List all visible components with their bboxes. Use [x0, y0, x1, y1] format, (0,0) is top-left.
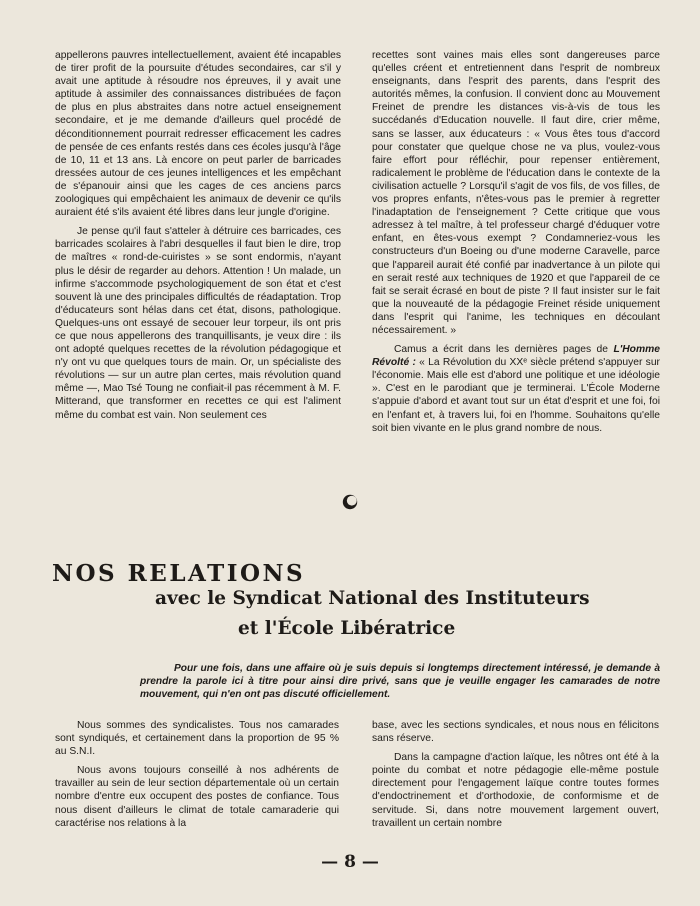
section-subtitle-line-2: et l'École Libératrice	[238, 618, 456, 639]
page-number: — 8 —	[321, 852, 379, 872]
top-left-column	[55, 49, 341, 422]
camus-rest: « La Révolution du XXᵉ siècle prétend s'appuyer sur l'économie. Mais elle est d'abord une politique et une idéologie ». C'est en le parodiant que je terminerai. L'École Moderne s'appuie d'abord et avant tout sur un état d'esprit et une foi, foi en l'enfant et, à travers lui, foi en l'homme. Souhaitons qu'elle soit bien vivante en le plus grand nombre de nous.	[372, 357, 660, 434]
paragraph: Nous avons toujours conseillé à nos adhérents de travailler au sein de leur section départementale où un certain nombre d'entre eux occupent des postes de confiance. Tous nous disent d'ailleurs le climat de totale camaraderie qui caractérise nos relations à la	[55, 765, 339, 829]
bottom-left-column	[55, 719, 339, 830]
paragraph: Nous sommes des syndicalistes. Tous nos camarades sont syndiqués, et certainement dans la proportion de 95 % au S.N.I.	[55, 720, 339, 758]
bottom-right-column	[372, 719, 659, 830]
crescent-ornament-icon	[341, 493, 359, 511]
camus-paragraph	[372, 343, 660, 435]
paragraph: base, avec les sections syndicales, et nous nous en félicitons sans réserve.	[372, 720, 659, 745]
camus-lead: Camus a écrit dans les dernières pages de	[394, 344, 614, 356]
section-title: NOS RELATIONS	[52, 560, 306, 587]
intro-paragraph: Pour une fois, dans une affaire où je suis depuis si longtemps directement intéressé, je demande à prendre la parole ici à titre pour ainsi dire privé, sans que je veuille engager les camarades de notre mouvement, qui n'en ont pas discuté officiellement.	[140, 663, 660, 700]
paragraph: appellerons pauvres intellectuellement, avaient été incapables de tirer profit de la poursuite d'études secondaires, car s'il y avait une aptitude à résoudre nos épreuves, il y avait une aptitude à assimiler des connaissances distribuées de façon de plus en plus abstraites dans notre actuel enseignement secondaire, et je me demande d'ailleurs quel procédé de déconditionnement pourrait redresser efficacement les cadres de pensée de ces enfants restés dans ces écoles jusqu'à l'âge de 10, 11 et 13 ans. Là encore on peut parler de barricades dressées autour de ces jeunes intelligences et les empêchant de s'épanouir ainsi que les cages de ces anciens parcs zoologiques qui empêchaient les animaux de devenir ce qu'ils auraient été s'ils avaient été libres dans leur jungle d'origine.	[55, 50, 341, 219]
top-right-column	[372, 49, 660, 435]
paragraph: recettes sont vaines mais elles sont dangereuses parce qu'elles créent et entretiennent dans l'esprit de nombreux enseignants, dans l'esprit des parents, dans l'esprit des autorités mêmes, la confusion. Il convient donc au Mouvement Freinet de prendre les distances vis-à-vis de tous les succédanés d'Education nouvelle. Il faut dire, crier même, sans se lasser, aux éducateurs : « Vous êtes tous d'accord pour constater que quelque chose ne va plus, voulez-vous faire effort pour réfléchir, pour repenser entièrement, radicalement le problème de l'éducation dans le contexte de la civilisation actuelle ? Lorsqu'il s'agit de vos fils, de vos filles, de vos propres enfants, n'êtes-vous pas le premier à regretter l'inadaptation de l'enseignement ? Cette critique que vous adressez à tel maître, à tel professeur chargé d'éduquer votre enfant, en êtes-vous exempt ? Condamneriez-vous les constructeurs d'un Boeing ou d'une moderne Caravelle, parce que l'appareil aurait été confié par inadvertance à un pilote qui en serait resté aux techniques de 1920 et que l'appareil de ce fait se serait écrasé en bout de piste ? Il faut insister sur le fait que la nouveauté de la pédagogie Freinet réside uniquement dans l'esprit qui l'anime, les techniques en découlant nécessairement. »	[372, 50, 660, 336]
book-title: L'Homme Révolté :	[372, 344, 660, 369]
section-subtitle-line-1: avec le Syndicat National des Instituteurs	[155, 588, 590, 609]
paragraph: Je pense qu'il faut s'atteler à détruire ces barricades, ces barricades scolaires à l'abri desquelles il faut bien le dire, trop de maîtres « rond-de-cuiristes » se sont endormis, n'ayant plus le désir de regarder au dehors. Attention ! Un malade, un infirme s'accommode psychologiquement de son état et c'est souvent là une des principales difficultés de réadaptation. Trop d'éducateurs sont hélas dans cet état, disons, pathologique. Quelques-uns ont essayé de secouer leur torpeur, ils ont pris ce que nous appellerons des tranquillisants, je veux dire : ils ont adopté quelques recettes de la révolution pédagogique et n'y ont vu que quelques tours de main. Or, un spécialiste des révolutions — sur un autre plan certes, mais révolution quand même —, Mao Tsé Toung ne confiait-il pas récemment à M. F. Mitterand, que transformer en recettes ce qui est l'aliment même du combat est vain. Non seulement ces	[55, 226, 341, 421]
paragraph: Dans la campagne d'action laïque, les nôtres ont été à la pointe du combat et notre pédagogie elle-même postule directement pour l'engagement laïque contre toutes formes d'endoctrinement et d'orthodoxie, de conformisme et de servitude. Si, dans notre mouvement largement ouvert, travaillent un certain nombre	[372, 752, 659, 829]
